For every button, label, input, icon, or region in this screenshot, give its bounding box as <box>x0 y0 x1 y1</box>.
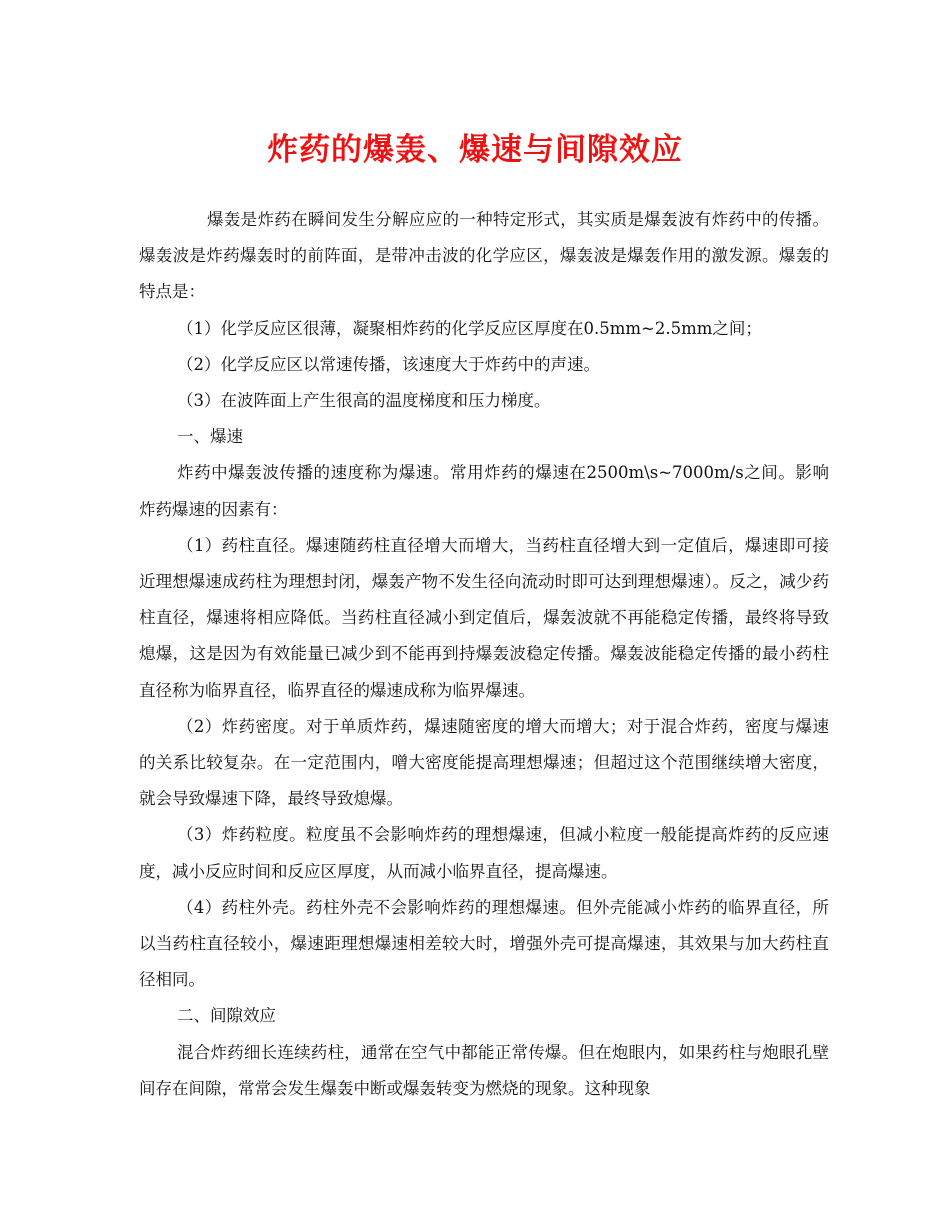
document-title: 炸药的爆轰、爆速与间隙效应 <box>267 132 683 168</box>
paragraph-feature-2: （2）化学反应区以常速传播，该速度大于炸药中的声速。 <box>177 354 600 374</box>
paragraph-velocity-definition: 炸药中爆轰波传播的速度称为爆速。常用炸药的爆速在2500m\s~7000m/s之间。影响炸药爆速的因素有： <box>139 463 829 519</box>
paragraph-feature-3: （3）在波阵面上产生很高的温度梯度和压力梯度。 <box>177 391 551 411</box>
paragraph-factor-diameter: （1）药柱直径。爆速随药柱直径增大而增大，当药柱直径增大到一定值后，爆速即可接近理想爆速成药柱为理想封闭，爆轰产物不发生径向流动时即可达到理想爆速）。反之，减少药柱直径，爆速将相应降低。当药柱直径减小到定值后，爆轰波就不再能稳定传播，最终将导致熄爆，这是因为有效能量已减少到不能再到持爆轰波稳定传播。爆轰波能稳定传播的最小药柱直径称为临界直径，临界直径的爆速成称为临界爆速。 <box>139 535 829 700</box>
paragraph-intro: 爆轰是炸药在瞬间发生分解应应的一种特定形式，其实质是爆轰波有炸药中的传播。爆轰波是炸药爆轰时的前阵面，是带冲击波的化学应区，爆轰波是爆轰作用的激发源。爆轰的特点是： <box>139 210 829 302</box>
paragraph-feature-1: （1）化学反应区很薄，凝聚相炸药的化学反应区厚度在0.5mm~2.5mm之间； <box>177 318 762 338</box>
paragraph-factor-casing: （4）药柱外壳。药柱外壳不会影响炸药的理想爆速。但外壳能减小炸药的临界直径，所以当药柱直径较小，爆速距理想爆速相差较大时，增强外壳可提高爆速，其效果与加大药柱直径相同。 <box>139 897 829 990</box>
paragraph-gap-effect: 混合炸药细长连续药柱，通常在空气中都能正常传爆。但在炮眼内，如果药柱与炮眼孔壁间存在间隙，常常会发生爆轰中断或爆轰转变为燃烧的现象。这种现象 <box>139 1042 829 1098</box>
document-body <box>139 202 829 1107</box>
section-heading-gap-effect: 二、间隙效应 <box>177 1006 276 1026</box>
paragraph-factor-density: （2）炸药密度。对于单质炸药，爆速随密度的增大而增大；对于混合炸药，密度与爆速的关系比较复杂。在一定范围内，噌大密度能提高理想爆速；但超过这个范围继续增大密度，就会导致爆速下降，最终导致熄爆。 <box>139 716 829 809</box>
paragraph-factor-particle-size: （3）炸药粒度。粒度虽不会影响炸药的理想爆速，但减小粒度一般能提高炸药的反应速度，减小反应时间和反应区厚度，从而减小临界直径，提高爆速。 <box>139 825 829 881</box>
section-heading-detonation-velocity: 一、爆速 <box>177 427 243 447</box>
